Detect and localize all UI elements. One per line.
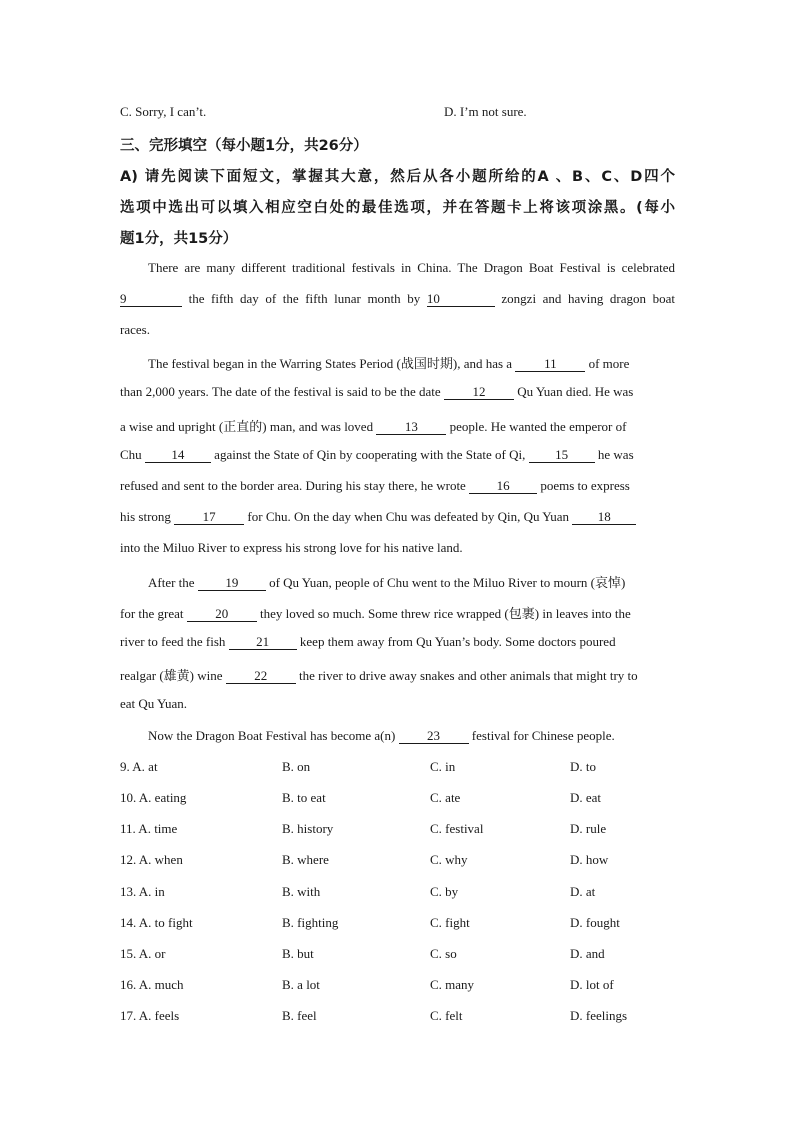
prev-option-d: D. I’m not sure.: [444, 104, 527, 119]
question-14-options: [120, 915, 680, 933]
question-17-options: [120, 1008, 680, 1026]
option-c: C. many: [430, 977, 475, 992]
option-d: D. at: [570, 884, 596, 899]
blank-23: 23: [399, 729, 469, 744]
blank-10: 10: [427, 292, 495, 307]
blank-9: 9: [120, 292, 182, 307]
passage-text: against the State of Qin by cooperating with the State of Qi,: [210, 447, 529, 462]
question-10-options: [120, 790, 680, 808]
passage-text: of more: [585, 356, 630, 371]
option-b: B. on: [282, 759, 311, 774]
blank-21: 21: [229, 635, 297, 650]
option-c: C. festival: [430, 821, 484, 836]
passage-p1-line-3: races.: [120, 322, 150, 337]
option-d: D. rule: [570, 821, 607, 836]
option-c: C. by: [430, 884, 459, 899]
passage-p3-line-3: [120, 634, 675, 650]
prev-question-options: [120, 104, 675, 120]
blank-18: 18: [572, 510, 636, 525]
passage-text: he was: [594, 447, 634, 462]
option-d: D. feelings: [570, 1008, 628, 1023]
option-b: B. a lot: [282, 977, 320, 992]
blank-22: 22: [226, 669, 296, 684]
option-c: C. felt: [430, 1008, 463, 1023]
passage-text: The festival began in the Warring States Period (战国时期), and has a: [148, 356, 516, 371]
option-b: B. where: [282, 852, 329, 867]
passage-text: poems to express: [537, 478, 630, 493]
blank-14: 14: [145, 448, 211, 463]
passage-text: Qu Yuan died. He was: [513, 384, 634, 399]
passage-p3-line-1: [148, 572, 675, 591]
option-c: C. fight: [430, 915, 470, 930]
passage-text: realgar (雄黄) wine: [120, 668, 226, 683]
blank-20: 20: [187, 607, 257, 622]
option-a: 11. A. time: [120, 821, 178, 836]
passage-text: the fifth day of the fifth lunar month by: [182, 291, 427, 306]
option-d: D. and: [570, 946, 605, 961]
instruction-line-3: 题1分，共15分）: [120, 231, 238, 247]
passage-text: a wise and upright (正直的) man, and was loved: [120, 419, 377, 434]
passage-p2-line-6: [120, 509, 675, 525]
passage-p1-line-1: There are many different traditional festivals in China. The Dragon Boat Festival is celebrated: [148, 260, 675, 275]
option-d: D. lot of: [570, 977, 614, 992]
passage-p3-line-4: [120, 665, 675, 684]
passage-text: than 2,000 years. The date of the festival is said to be the date: [120, 384, 444, 399]
blank-19: 19: [198, 576, 266, 591]
blank-13: 13: [376, 420, 446, 435]
blank-12: 12: [444, 385, 514, 400]
blank-15: 15: [529, 448, 595, 463]
option-c: C. so: [430, 946, 457, 961]
passage-text: refused and sent to the border area. During his stay there, he wrote: [120, 478, 470, 493]
option-c: C. in: [430, 759, 456, 774]
passage-text: Now the Dragon Boat Festival has become a(n): [148, 728, 399, 743]
passage-p1-line-2: [120, 291, 675, 307]
question-15-options: [120, 946, 680, 964]
prev-option-c: C. Sorry, I can’t.: [120, 104, 207, 119]
question-12-options: [120, 852, 680, 870]
option-a: 13. A. in: [120, 884, 165, 899]
question-11-options: [120, 821, 680, 839]
instruction-line-1: A) 请先阅读下面短文，掌握其大意，然后从各小题所给的A 、B、C、D四个: [120, 169, 675, 185]
option-a: 12. A. when: [120, 852, 183, 867]
passage-text: zongzi and having dragon boat: [494, 291, 675, 306]
passage-p2-line-1: [148, 353, 675, 372]
blank-17: 17: [174, 510, 244, 525]
passage-text: his strong: [120, 509, 175, 524]
passage-p2-line-3: [120, 416, 675, 435]
passage-text: After the: [148, 575, 198, 590]
question-16-options: [120, 977, 680, 995]
passage-text: for Chu. On the day when Chu was defeated by Qin, Qu Yuan: [244, 509, 573, 524]
option-b: B. history: [282, 821, 334, 836]
option-b: B. to eat: [282, 790, 326, 805]
option-d: D. how: [570, 852, 609, 867]
passage-p2-line-5: [120, 478, 675, 494]
option-c: C. why: [430, 852, 468, 867]
passage-p2-line-4: [120, 447, 675, 463]
option-a: 16. A. much: [120, 977, 184, 992]
option-a: 9. A. at: [120, 759, 158, 774]
option-a: 14. A. to fight: [120, 915, 193, 930]
option-b: B. but: [282, 946, 314, 961]
blank-11: 11: [515, 357, 585, 372]
passage-text: for the great: [120, 606, 187, 621]
option-d: D. to: [570, 759, 596, 774]
passage-p3-line-2: [120, 603, 675, 622]
option-b: B. fighting: [282, 915, 339, 930]
passage-p2-line-2: [120, 384, 675, 400]
section-title: 三、完形填空（每小题1分，共26分）: [120, 138, 368, 154]
blank-16: 16: [469, 479, 537, 494]
passage-text: river to feed the fish: [120, 634, 229, 649]
passage-text: of Qu Yuan, people of Chu went to the Miluo River to mourn (哀悼): [265, 575, 626, 590]
passage-text: the river to drive away snakes and other animals that might try to: [295, 668, 638, 683]
option-a: 17. A. feels: [120, 1008, 180, 1023]
question-13-options: [120, 884, 680, 902]
passage-text: festival for Chinese people.: [468, 728, 615, 743]
option-a: 10. A. eating: [120, 790, 187, 805]
option-b: B. feel: [282, 1008, 317, 1023]
option-d: D. fought: [570, 915, 620, 930]
option-b: B. with: [282, 884, 321, 899]
instruction-line-2: 选项中选出可以填入相应空白处的最佳选项，并在答题卡上将该项涂黑。(每小: [120, 200, 675, 216]
option-a: 15. A. or: [120, 946, 166, 961]
passage-text: they loved so much. Some threw rice wrapped (包裹) in leaves into the: [256, 606, 631, 621]
passage-text: keep them away from Qu Yuan’s body. Some doctors poured: [296, 634, 616, 649]
option-c: C. ate: [430, 790, 461, 805]
passage-p4-line-1: [148, 728, 675, 744]
passage-p3-line-5: eat Qu Yuan.: [120, 696, 188, 711]
passage-text: people. He wanted the emperor of: [446, 419, 627, 434]
question-9-options: [120, 759, 680, 777]
passage-text: Chu: [120, 447, 145, 462]
option-d: D. eat: [570, 790, 602, 805]
passage-p2-line-7: into the Miluo River to express his strong love for his native land.: [120, 540, 463, 555]
